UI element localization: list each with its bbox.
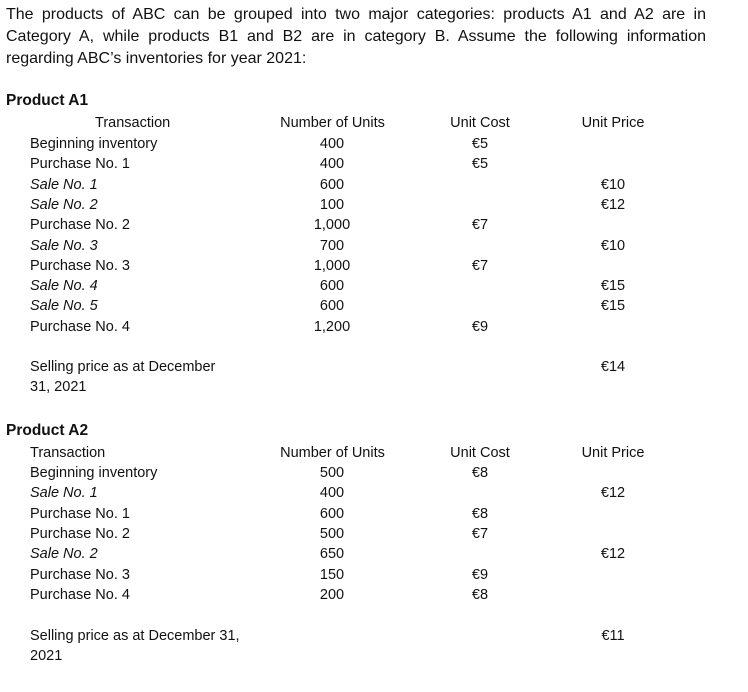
units-cell: 500 [319,525,345,542]
transaction-cell: Sale No. 4 [30,278,98,295]
table-row [0,236,748,256]
table-row [0,317,748,337]
unit-cost-cell: €5 [471,156,489,173]
unit-price-cell: €10 [600,237,626,254]
intro-paragraph: The products of ABC can be grouped into two major categories: products A1 and A2 are in Category A, while products B1 and B2 are in category B. Assume the following information regarding ABC’s inventories for year 2021: [6,6,706,67]
unit-cost-cell: €9 [471,566,489,583]
units-cell: 150 [319,566,345,583]
transaction-cell: Beginning inventory [30,136,158,152]
units-cell: 200 [319,586,345,603]
section-title-a1: Product A1 [6,92,89,109]
transaction-cell: Sale No. 2 [30,196,98,213]
selling-price-label-a1: Selling price as at December 31, 2021 [30,359,216,395]
table-row [0,463,748,483]
units-cell: 600 [319,298,345,315]
unit-price-cell: €15 [600,278,626,295]
transaction-cell: Purchase No. 4 [30,318,130,335]
table-row [0,296,748,316]
transaction-cell: Purchase No. 3 [30,566,130,583]
units-cell: 600 [319,505,345,522]
transaction-cell: Beginning inventory [30,465,158,481]
units-cell: 400 [319,156,345,173]
table-row [0,195,748,215]
table-header-a1 [0,113,748,133]
unit-cost-cell: €7 [471,217,489,234]
table-row [0,565,748,585]
table-row [0,524,748,544]
header-transaction: Transaction [95,115,171,131]
header-unit-price: Unit Price [581,445,645,461]
transaction-cell: Sale No. 1 [30,485,98,502]
units-cell: 600 [319,176,345,193]
table-row [0,544,748,564]
unit-cost-cell: €8 [471,465,489,481]
units-cell: 1,000 [313,257,351,274]
selling-price-value-a2: €11 [601,628,625,644]
units-cell: 100 [319,196,345,213]
header-units: Number of Units [280,115,385,131]
units-cell: 500 [319,465,345,481]
header-unit-cost: Unit Cost [450,445,510,461]
table-row [0,154,748,174]
table-row [0,215,748,235]
selling-price-value-a1: €14 [600,359,626,375]
transaction-cell: Sale No. 5 [30,298,98,315]
unit-price-cell: €12 [600,196,626,213]
transaction-cell: Sale No. 1 [30,176,98,193]
units-cell: 700 [319,237,345,254]
transaction-cell: Sale No. 2 [30,546,98,563]
unit-cost-cell: €5 [471,136,489,152]
units-cell: 1,200 [313,318,351,335]
units-cell: 1,000 [313,217,351,234]
transaction-cell: Sale No. 3 [30,237,98,254]
unit-cost-cell: €8 [471,505,489,522]
table-row [0,256,748,276]
unit-cost-cell: €8 [471,586,489,603]
table-row [0,585,748,605]
header-units: Number of Units [280,445,385,461]
header-transaction: Transaction [30,445,106,461]
transaction-cell: Purchase No. 3 [30,257,130,274]
units-cell: 600 [319,278,345,295]
unit-price-cell: €10 [600,176,626,193]
units-cell: 400 [319,485,345,502]
table-row [0,276,748,296]
section-title-a2: Product A2 [6,422,89,439]
unit-price-cell: €12 [600,546,626,563]
unit-price-cell: €12 [600,485,626,502]
header-unit-price: Unit Price [581,115,645,131]
table-row [0,134,748,154]
selling-price-row-a2 [0,626,748,646]
unit-price-cell: €15 [600,298,626,315]
transaction-cell: Purchase No. 4 [30,586,130,603]
transaction-cell: Purchase No. 2 [30,525,130,542]
table-row [0,504,748,524]
transaction-cell: Purchase No. 1 [30,505,130,522]
unit-cost-cell: €9 [471,318,489,335]
units-cell: 650 [319,546,345,563]
transaction-cell: Purchase No. 2 [30,217,130,234]
unit-cost-cell: €7 [471,525,489,542]
units-cell: 400 [319,136,345,152]
transaction-cell: Purchase No. 1 [30,156,130,173]
selling-price-row-a1 [0,357,748,377]
unit-cost-cell: €7 [471,257,489,274]
table-row [0,483,748,503]
selling-price-label-a2: Selling price as at December 31, 2021 [30,628,240,664]
table-header-a2 [0,443,748,463]
table-row [0,175,748,195]
header-unit-cost: Unit Cost [450,115,510,131]
